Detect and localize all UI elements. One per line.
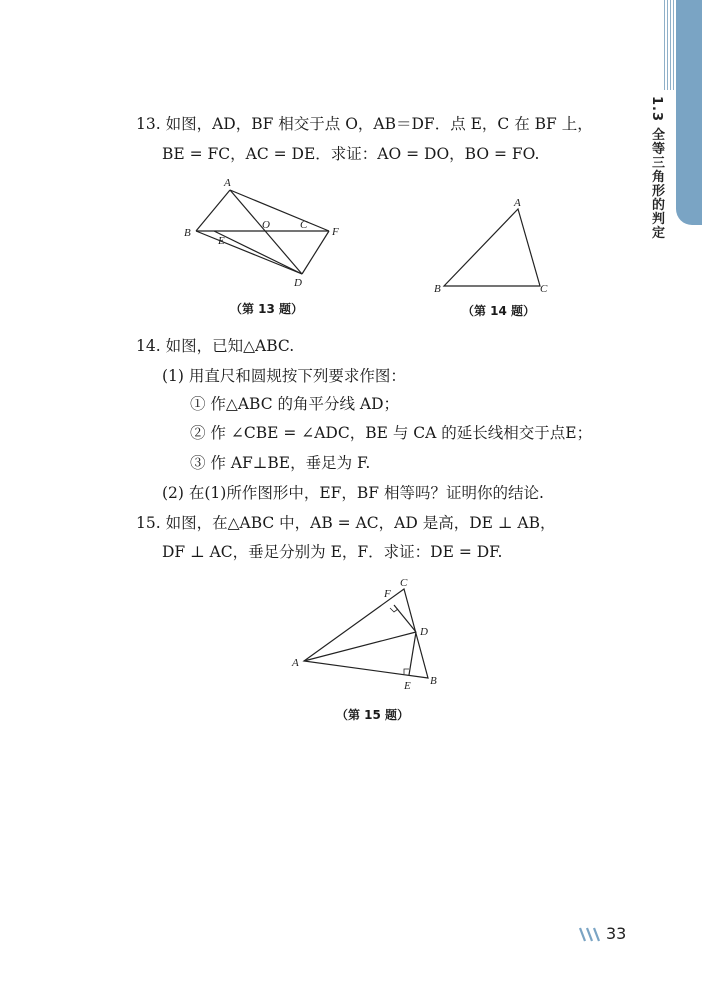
page-slashes-icon [578, 926, 604, 942]
label-o: O [262, 219, 270, 231]
label-b: B [184, 227, 191, 239]
figure-14 [430, 196, 554, 296]
figure-15 [290, 574, 450, 694]
label-d: D [420, 626, 428, 638]
problem-13-line-2: BE = FC，AC = DE．求证：AO = DO，BO = FO. [162, 145, 540, 163]
page-number: 33 [606, 924, 627, 943]
problem-15-line-1 [136, 511, 555, 533]
label-f: F [384, 588, 391, 600]
label-c: C [400, 577, 408, 589]
problem-13-line-1 [136, 112, 593, 134]
problem-15-line-2: DF ⊥ AC，垂足分别为 E，F．求证：DE = DF. [162, 543, 503, 561]
label-e: E [218, 235, 225, 247]
label-c: C [300, 219, 308, 231]
label-a: A [224, 177, 231, 189]
problem-number: 14. [136, 337, 161, 355]
label-e: E [404, 680, 411, 692]
figure-14-caption: （第 14 题） [462, 304, 536, 318]
label-a: A [292, 657, 299, 669]
problem-13-text-1: 如图，AD，BF 相交于点 O，AB＝DF．点 E，C 在 BF 上， [165, 115, 593, 133]
figure-13-caption: （第 13 题） [230, 302, 304, 316]
problem-14-part-1: (1) 用直尺和圆规按下列要求作图： [162, 367, 406, 385]
problem-14-step-3: ③ 作 AF⊥BE，垂足为 F. [190, 454, 371, 472]
side-decorative-lines [664, 0, 674, 90]
label-f: F [332, 226, 339, 238]
problem-14-line-1 [136, 334, 294, 356]
problem-15-text-1: 如图，在△ABC 中，AB = AC，AD 是高，DE ⊥ AB， [165, 514, 556, 532]
label-c: C [540, 283, 548, 295]
problem-number: 13. [136, 115, 161, 133]
problem-14-step-1: ① 作△ABC 的角平分线 AD； [190, 395, 400, 413]
label-b: B [430, 675, 437, 687]
label-b: B [434, 283, 441, 295]
label-a: A [514, 197, 521, 209]
figure-15-caption: （第 15 题） [336, 708, 410, 722]
chapter-side-tab [676, 0, 702, 225]
problem-14-text-1: 如图，已知△ABC. [165, 337, 295, 355]
figure-13 [176, 172, 356, 290]
problem-number: 15. [136, 514, 161, 532]
label-d: D [294, 277, 302, 289]
chapter-title: 1.3 全等三角形的判定 [649, 96, 664, 240]
problem-14-part-2: (2) 在(1)所作图形中，EF，BF 相等吗？证明你的结论. [162, 484, 544, 502]
problem-14-step-2: ② 作 ∠CBE = ∠ADC，BE 与 CA 的延长线相交于点E； [190, 424, 593, 442]
